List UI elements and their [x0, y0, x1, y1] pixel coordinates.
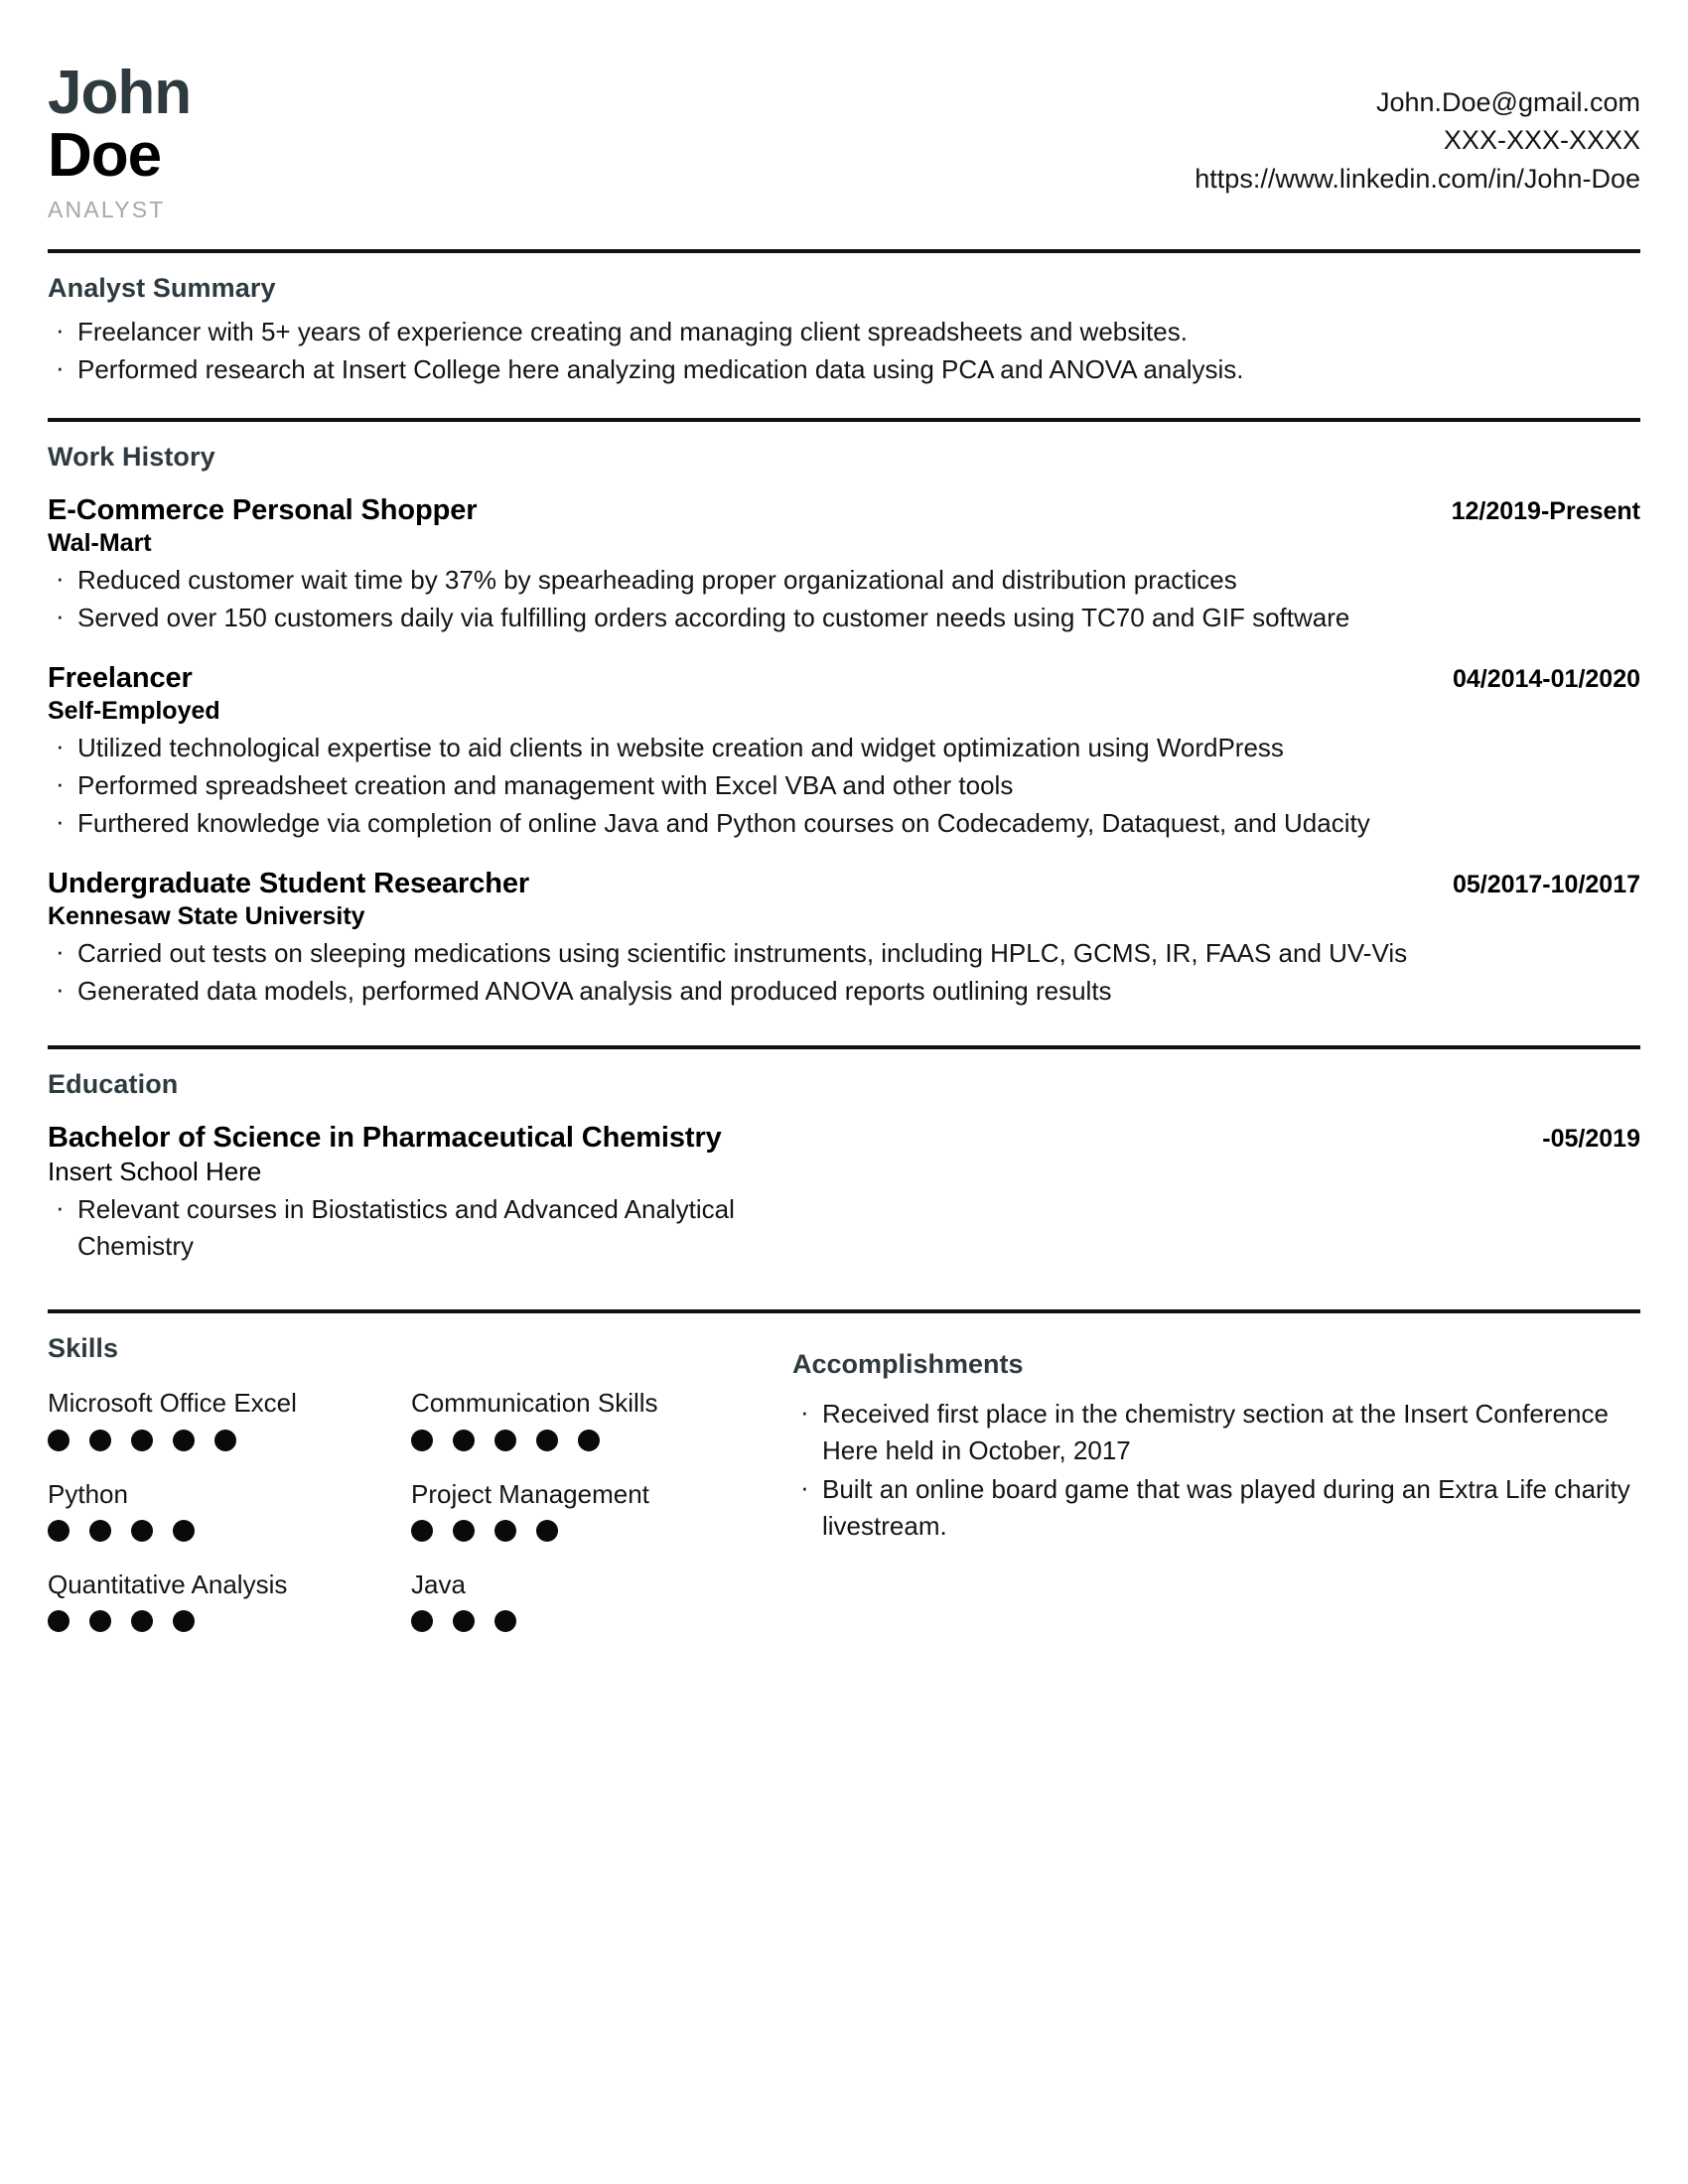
list-item: · Generated data models, performed ANOVA analysis and produced reports outlining results	[48, 973, 1640, 1010]
job-bullet-list	[48, 935, 1640, 1010]
skill-rating-dots	[411, 1430, 774, 1451]
list-item: · Utilized technological expertise to aid clients in website creation and widget optimization using WordPress	[48, 730, 1640, 766]
rating-dot	[578, 1430, 600, 1451]
list-item: · Built an online board game that was played during an Extra Life charity livestream.	[792, 1471, 1640, 1545]
rating-dot	[173, 1610, 195, 1632]
first-name: John	[48, 59, 192, 127]
school-name: Insert School Here	[48, 1156, 262, 1186]
rating-dot	[89, 1430, 111, 1451]
section-heading-work-history: Work History	[48, 442, 215, 473]
contact-linkedin[interactable]: https://www.linkedin.com/in/John-Doe	[1195, 163, 1640, 194]
skill-rating-dots	[48, 1520, 411, 1542]
job-title-text: Freelancer	[48, 662, 193, 695]
divider-education	[48, 1045, 1640, 1049]
skills-accomplishments-area	[48, 1313, 1640, 1632]
rating-dot	[214, 1430, 236, 1451]
work-entry-header	[48, 662, 1640, 695]
last-name: Doe	[48, 121, 162, 191]
work-entry-header	[48, 494, 1640, 527]
skill-item	[411, 1388, 774, 1450]
rating-dot	[173, 1520, 195, 1542]
rating-dot	[536, 1430, 558, 1451]
job-date-range: 04/2014-01/2020	[1452, 665, 1640, 694]
list-item: · Relevant courses in Biostatistics and Advanced Analytical Chemistry	[48, 1191, 852, 1265]
job-bullet-list	[48, 730, 1640, 842]
skill-name: Java	[411, 1569, 466, 1599]
rating-dot	[494, 1610, 516, 1632]
skill-rating-dots	[411, 1520, 774, 1542]
work-entry	[48, 868, 1640, 1010]
job-title: ANALYST	[48, 197, 166, 223]
rating-dot	[411, 1430, 433, 1451]
rating-dot	[89, 1610, 111, 1632]
rating-dot	[173, 1430, 195, 1451]
accomplishments-bullet-list	[792, 1396, 1640, 1545]
work-entry	[48, 494, 1640, 636]
contact-email[interactable]: John.Doe@gmail.com	[1375, 87, 1640, 117]
skill-name: Communication Skills	[411, 1388, 658, 1419]
rating-dot	[411, 1610, 433, 1632]
list-item: · Received first place in the chemistry section at the Insert Conference Here held in October, 2017	[792, 1396, 1640, 1469]
list-item: · Performed spreadsheet creation and management with Excel VBA and other tools	[48, 767, 1640, 804]
rating-dot	[494, 1520, 516, 1542]
work-entry	[48, 662, 1640, 842]
section-heading-accomplishments: Accomplishments	[792, 1349, 1024, 1380]
work-entry-list	[48, 494, 1640, 1009]
rating-dot	[536, 1520, 558, 1542]
skill-item	[48, 1388, 411, 1450]
education-bullet-list	[48, 1191, 1640, 1265]
list-item: · Freelancer with 5+ years of experience creating and managing client spreadsheets and websites.	[48, 314, 1640, 350]
rating-dot	[453, 1520, 475, 1542]
job-title-text: Undergraduate Student Researcher	[48, 867, 530, 899]
skill-name: Quantitative Analysis	[48, 1569, 288, 1599]
list-item: · Carried out tests on sleeping medications using scientific instruments, including HPLC, GCMS, IR, FAAS and UV-Vis	[48, 935, 1640, 972]
rating-dot	[48, 1610, 70, 1632]
divider-header	[48, 249, 1640, 253]
job-title-text: E-Commerce Personal Shopper	[48, 494, 478, 527]
section-heading-summary: Analyst Summary	[48, 273, 276, 304]
degree-title: Bachelor of Science in Pharmaceutical Chemistry	[48, 1121, 722, 1154]
section-education	[48, 1069, 1640, 1265]
rating-dot	[453, 1610, 475, 1632]
rating-dot	[131, 1610, 153, 1632]
list-item: · Reduced customer wait time by 37% by spearheading proper organizational and distribution practices	[48, 562, 1640, 599]
section-heading-skills: Skills	[48, 1333, 119, 1364]
skill-name: Microsoft Office Excel	[48, 1388, 297, 1419]
rating-dot	[453, 1430, 475, 1451]
summary-bullet-list	[48, 314, 1640, 388]
skill-item	[48, 1479, 411, 1542]
rating-dot	[89, 1520, 111, 1542]
job-date-range: 05/2017-10/2017	[1452, 870, 1640, 898]
rating-dot	[494, 1430, 516, 1451]
employer-name: Wal-Mart	[48, 529, 152, 558]
skill-rating-dots	[48, 1430, 411, 1451]
list-item: · Performed research at Insert College here analyzing medication data using PCA and ANOVA analysis.	[48, 351, 1640, 388]
skill-item	[48, 1570, 411, 1632]
work-entry-header	[48, 868, 1640, 900]
education-entry-header	[48, 1122, 1640, 1155]
job-bullet-list	[48, 562, 1640, 636]
resume-header	[48, 0, 1640, 223]
skill-item	[411, 1479, 774, 1542]
list-item: · Furthered knowledge via completion of online Java and Python courses on Codecademy, Dataquest, and Udacity	[48, 805, 1640, 842]
skills-grid	[48, 1388, 782, 1632]
skill-name: Python	[48, 1478, 128, 1509]
rating-dot	[131, 1520, 153, 1542]
section-work-history	[48, 442, 1640, 1009]
name-block	[48, 59, 192, 223]
rating-dot	[48, 1430, 70, 1451]
section-accomplishments	[782, 1313, 1640, 1547]
rating-dot	[411, 1520, 433, 1542]
skill-rating-dots	[48, 1610, 411, 1632]
contact-phone[interactable]: XXX-XXX-XXXX	[1443, 125, 1640, 156]
employer-name: Self-Employed	[48, 697, 220, 726]
divider-work-history	[48, 418, 1640, 422]
section-heading-education: Education	[48, 1068, 179, 1099]
rating-dot	[131, 1430, 153, 1451]
skill-rating-dots	[411, 1610, 774, 1632]
job-date-range: 12/2019-Present	[1451, 497, 1640, 526]
section-analyst-summary	[48, 273, 1640, 388]
rating-dot	[48, 1520, 70, 1542]
skill-item	[411, 1570, 774, 1632]
degree-date: -05/2019	[1542, 1124, 1640, 1153]
employer-name: Kennesaw State University	[48, 901, 365, 930]
list-item: · Served over 150 customers daily via fulfilling orders according to customer needs using TC70 and GIF software	[48, 600, 1640, 636]
skill-name: Project Management	[411, 1478, 649, 1509]
contact-block	[1195, 62, 1640, 198]
education-entry	[48, 1122, 1640, 1265]
section-skills	[48, 1313, 782, 1632]
